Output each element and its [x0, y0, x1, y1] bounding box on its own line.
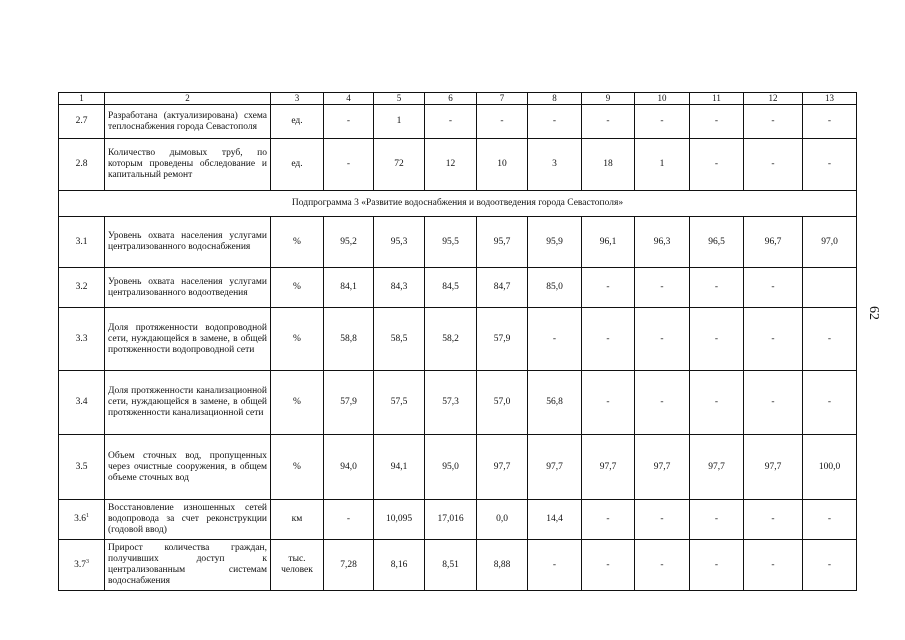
row-number: [59, 308, 105, 371]
unit-of-measure: %: [271, 371, 324, 435]
table-row: [59, 308, 857, 371]
value-cell: 72: [374, 139, 425, 191]
indicator-name: Уровень охвата населения услугами централизованного водоснабжения: [105, 217, 271, 268]
column-header-9: 9: [582, 93, 635, 105]
value-cell: 58,8: [324, 308, 374, 371]
value-cell: -: [744, 268, 803, 308]
value-cell: 10: [477, 139, 528, 191]
column-header-6: 6: [425, 93, 477, 105]
row-number-text: 3.3: [75, 333, 88, 344]
value-cell: -: [690, 500, 744, 540]
value-cell: -: [803, 308, 857, 371]
row-number: [59, 105, 105, 139]
value-cell: -: [690, 268, 744, 308]
unit-of-measure: ед.: [271, 139, 324, 191]
unit-of-measure: км: [271, 500, 324, 540]
row-number: [59, 217, 105, 268]
value-cell: 96,5: [690, 217, 744, 268]
value-cell: -: [635, 308, 690, 371]
value-cell: -: [324, 139, 374, 191]
value-cell: -: [744, 139, 803, 191]
table-row: [59, 139, 857, 191]
value-cell: 97,7: [528, 435, 582, 500]
value-cell: -: [425, 105, 477, 139]
subprogram-row: [59, 191, 857, 217]
row-number-text: 3.5: [75, 461, 88, 472]
row-number: [59, 371, 105, 435]
value-cell: 96,3: [635, 217, 690, 268]
value-cell: -: [582, 540, 635, 591]
value-cell: 100,0: [803, 435, 857, 500]
value-cell: 96,7: [744, 217, 803, 268]
value-cell: 10,095: [374, 500, 425, 540]
value-cell: 95,5: [425, 217, 477, 268]
unit-of-measure: ед.: [271, 105, 324, 139]
value-cell: -: [803, 105, 857, 139]
value-cell: 1: [635, 139, 690, 191]
unit-of-measure: %: [271, 217, 324, 268]
value-cell: -: [635, 105, 690, 139]
value-cell: 7,28: [324, 540, 374, 591]
value-cell: 57,0: [477, 371, 528, 435]
value-cell: -: [324, 500, 374, 540]
value-cell: -: [635, 500, 690, 540]
value-cell: -: [803, 371, 857, 435]
value-cell: -: [744, 308, 803, 371]
value-cell: -: [803, 540, 857, 591]
value-cell: 95,0: [425, 435, 477, 500]
value-cell: 97,7: [690, 435, 744, 500]
value-cell: -: [635, 540, 690, 591]
footnote-marker: 1: [85, 512, 89, 519]
value-cell: 97,7: [582, 435, 635, 500]
value-cell: 12: [425, 139, 477, 191]
value-cell: 8,51: [425, 540, 477, 591]
value-cell: -: [528, 105, 582, 139]
row-number: [59, 268, 105, 308]
value-cell: [803, 268, 857, 308]
table-row: [59, 371, 857, 435]
value-cell: 3: [528, 139, 582, 191]
value-cell: -: [744, 540, 803, 591]
value-cell: -: [324, 105, 374, 139]
value-cell: -: [635, 371, 690, 435]
table-row: [59, 217, 857, 268]
indicator-name: Прирост количества граждан, получивших доступ к централизованным системам водоснабжения: [105, 540, 271, 591]
value-cell: 94,1: [374, 435, 425, 500]
value-cell: -: [477, 105, 528, 139]
value-cell: 85,0: [528, 268, 582, 308]
value-cell: 84,3: [374, 268, 425, 308]
value-cell: 58,5: [374, 308, 425, 371]
row-number: [59, 435, 105, 500]
value-cell: -: [803, 500, 857, 540]
value-cell: -: [582, 371, 635, 435]
value-cell: -: [582, 308, 635, 371]
value-cell: -: [528, 308, 582, 371]
indicator-name: Доля протяженности канализационной сети, нуждающейся в замене, в общей протяженности канализационной сети: [105, 371, 271, 435]
value-cell: 8,16: [374, 540, 425, 591]
value-cell: 97,7: [635, 435, 690, 500]
value-cell: -: [582, 105, 635, 139]
value-cell: 57,9: [477, 308, 528, 371]
row-number-text: 3.4: [75, 397, 88, 407]
indicator-name: Разработана (актуализирована) схема теплоснабжения города Севастополя: [105, 105, 271, 139]
column-header-8: 8: [528, 93, 582, 105]
column-header-1: 1: [59, 93, 105, 105]
value-cell: -: [582, 500, 635, 540]
value-cell: 14,4: [528, 500, 582, 540]
value-cell: 84,1: [324, 268, 374, 308]
unit-of-measure: %: [271, 308, 324, 371]
indicators-table: [58, 92, 857, 591]
value-cell: -: [690, 308, 744, 371]
value-cell: -: [635, 268, 690, 308]
value-cell: 0,0: [477, 500, 528, 540]
indicator-name: Объем сточных вод, пропущенных через очистные сооружения, в общем объеме сточных вод: [105, 435, 271, 500]
unit-of-measure: %: [271, 268, 324, 308]
row-number-text: 3.6: [74, 514, 86, 524]
value-cell: 57,9: [324, 371, 374, 435]
value-cell: 8,88: [477, 540, 528, 591]
row-number-text: 3.1: [75, 236, 88, 247]
value-cell: 84,5: [425, 268, 477, 308]
value-cell: 84,7: [477, 268, 528, 308]
table-row: [59, 268, 857, 308]
unit-of-measure: %: [271, 435, 324, 500]
value-cell: 58,2: [425, 308, 477, 371]
value-cell: 95,3: [374, 217, 425, 268]
value-cell: 95,7: [477, 217, 528, 268]
value-cell: 18: [582, 139, 635, 191]
column-header-11: 11: [690, 93, 744, 105]
column-header-7: 7: [477, 93, 528, 105]
indicator-name: Уровень охвата населения услугами централизованного водоотведения: [105, 268, 271, 308]
column-header-12: 12: [744, 93, 803, 105]
column-header-4: 4: [324, 93, 374, 105]
header-row: [59, 93, 857, 105]
row-number-text: 3.7: [74, 559, 86, 570]
row-number: [59, 500, 105, 540]
value-cell: 1: [374, 105, 425, 139]
table-row: [59, 540, 857, 591]
column-header-10: 10: [635, 93, 690, 105]
value-cell: 97,0: [803, 217, 857, 268]
indicator-name: Восстановление изношенных сетей водопровода за счет реконструкции (годовой ввод): [105, 500, 271, 540]
value-cell: 95,9: [528, 217, 582, 268]
table-row: [59, 500, 857, 540]
value-cell: -: [690, 540, 744, 591]
row-number: [59, 540, 105, 591]
indicator-name: Доля протяженности водопроводной сети, нуждающейся в замене, в общей протяженности водопроводной сети: [105, 308, 271, 371]
value-cell: 95,2: [324, 217, 374, 268]
column-header-2: 2: [105, 93, 271, 105]
indicator-name: Количество дымовых труб, по которым проведены обследование и капитальный ремонт: [105, 139, 271, 191]
value-cell: -: [690, 139, 744, 191]
column-header-5: 5: [374, 93, 425, 105]
value-cell: -: [744, 500, 803, 540]
subprogram-title: Подпрограмма 3 «Развитие водоснабжения и водоотведения города Севастополя»: [59, 191, 857, 217]
value-cell: -: [690, 105, 744, 139]
column-header-3: 3: [271, 93, 324, 105]
table-row: [59, 105, 857, 139]
value-cell: -: [690, 371, 744, 435]
value-cell: 97,7: [477, 435, 528, 500]
table-body: [59, 105, 857, 591]
page-number: 62: [866, 306, 881, 320]
row-number: [59, 139, 105, 191]
value-cell: -: [582, 268, 635, 308]
column-header-13: 13: [803, 93, 857, 105]
value-cell: 96,1: [582, 217, 635, 268]
value-cell: -: [744, 371, 803, 435]
row-number-text: 2.7: [75, 116, 88, 126]
value-cell: -: [744, 105, 803, 139]
value-cell: 97,7: [744, 435, 803, 500]
value-cell: -: [803, 139, 857, 191]
row-number-text: 2.8: [75, 159, 88, 169]
value-cell: 94,0: [324, 435, 374, 500]
value-cell: 57,5: [374, 371, 425, 435]
table-row: [59, 435, 857, 500]
value-cell: 57,3: [425, 371, 477, 435]
footnote-marker: 3: [85, 558, 89, 565]
value-cell: -: [528, 540, 582, 591]
value-cell: 56,8: [528, 371, 582, 435]
row-number-text: 3.2: [75, 282, 88, 292]
value-cell: 17,016: [425, 500, 477, 540]
unit-of-measure: тыс. человек: [271, 540, 324, 591]
